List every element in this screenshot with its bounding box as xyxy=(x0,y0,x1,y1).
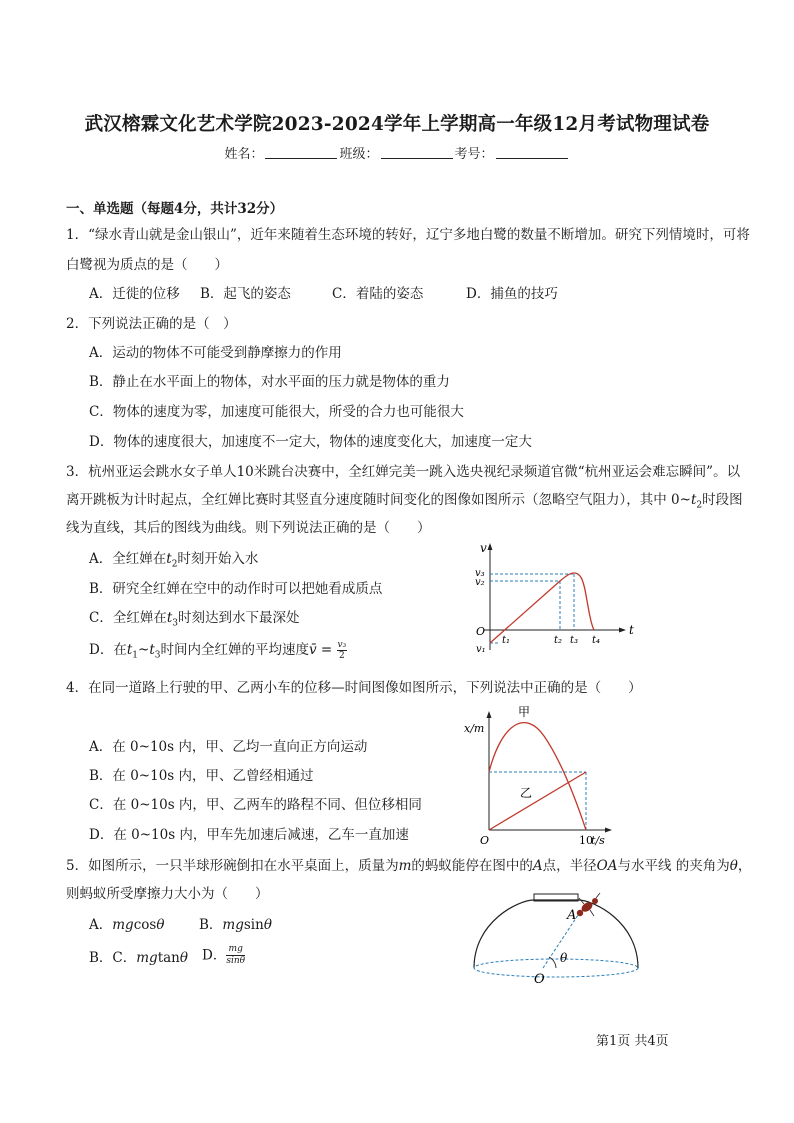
q3-t4-label: t₄ xyxy=(592,635,601,646)
q2-option-d: D．物体的速度很大，加速度不一定大，物体的速度变化大，加速度一定大 xyxy=(89,434,532,450)
q5-bowl-figure xyxy=(468,882,644,988)
class-label: 班级： xyxy=(339,147,379,162)
q3-option-d: D．在$t_1\sim t_3$时间内全红婵的平均速度v̄ = $\frac{\text{v₃}}{2}$ xyxy=(89,640,347,661)
section-heading: 一、单选题（每题4分，共计32分） xyxy=(66,201,284,217)
exam-no-blank xyxy=(496,146,568,159)
q3-stem-line3: 线为直线，其后的图线为曲线。则下列说法正确的是（ ） xyxy=(66,520,431,536)
q3-origin-label: O xyxy=(476,625,486,638)
q5-stem-line2: 则蚂蚁所受摩擦力大小为（ ） xyxy=(66,886,269,902)
q4-option-b: B．在 0~10s 内，甲、乙曾经相通过 xyxy=(89,768,314,784)
q4-yi-line xyxy=(489,772,586,830)
q2-option-a: A．运动的物体不可能受到静摩擦力的作用 xyxy=(89,345,342,361)
q3-t-label: t xyxy=(629,623,634,637)
q2-stem: 2．下列说法正确的是（ ） xyxy=(66,316,237,332)
student-info-line xyxy=(0,143,794,162)
q4-stem: 4．在同一道路上行驶的甲、乙两小车的位移—时间图像如图所示，下列说法中正确的是（ ） xyxy=(66,680,642,696)
q3-option-c: C．全红婵在$t_3$时刻达到水下最深处 xyxy=(89,610,300,629)
q3-v2-label: v₂ xyxy=(475,577,485,588)
q1-option-b: B．起飞的姿态 xyxy=(200,286,291,302)
q2-option-c: C．物体的速度为零，加速度可能很大，所受的合力也可能很大 xyxy=(89,404,464,420)
q5-option-d: D． $\frac{mg}{\sin\theta}$ xyxy=(202,944,246,966)
q3-fraction: $\frac{\text{v₃}}{2}$ xyxy=(337,640,347,661)
q2-option-b: B．静止在水平面上的物体，对水平面的压力就是物体的重力 xyxy=(89,374,450,390)
q3-velocity-time-graph xyxy=(470,540,640,655)
q1-option-d: D．捕鱼的技巧 xyxy=(466,286,558,302)
q3-v1-label: v₁ xyxy=(476,644,486,655)
class-blank xyxy=(381,146,453,159)
q3-stem-line1: 3．杭州亚运会跳水女子单人10米跳台决赛中，全红婵完美一跳入选央视纪录频道官微“杭州亚运会难忘瞬间”。以 xyxy=(66,464,741,480)
q1-stem-line2: 白鹭视为质点的是（ ） xyxy=(66,257,228,273)
q3-option-b: B．研究全红婵在空中的动作时可以把她看成质点 xyxy=(89,581,383,597)
q5-fraction: $\frac{mg}{\sin\theta}$ xyxy=(226,944,246,966)
q3-t2-label: t₂ xyxy=(554,635,563,646)
q1-option-c: C．着陆的姿态 xyxy=(332,286,424,302)
q5-bowl-dome xyxy=(474,900,638,968)
q3-velocity-curve xyxy=(490,573,594,643)
q3-option-a: A．全红婵在$t_2$时刻开始入水 xyxy=(89,551,259,570)
exam-no-label: 考号： xyxy=(454,147,494,162)
name-blank xyxy=(265,146,337,159)
q3-v3-label: v₃ xyxy=(475,568,485,579)
q4-jia-label: 甲 xyxy=(518,705,531,719)
q4-option-c: C．在 0~10s 内，甲、乙两车的路程不同、但位移相同 xyxy=(89,797,422,813)
q5-option-b: B．mgsinθ xyxy=(199,917,272,933)
q4-t-axis-arrow xyxy=(605,828,612,833)
q3-stem-line2: 离开跳板为计时起点，全红婵比赛时其竖直分速度随时间变化的图像如图所示（忽略空气阻力），其中 $0\sim t_2$时段图 xyxy=(66,492,743,511)
q4-x-axis-arrow xyxy=(487,711,492,718)
q4-tick-10: 10 xyxy=(579,834,593,847)
q4-x-label: t/s xyxy=(591,834,605,847)
q3-v-label: v xyxy=(480,541,487,555)
q5-option-a: A．mgcosθ xyxy=(89,917,165,933)
q4-displacement-time-graph xyxy=(458,700,628,848)
q5-theta-label: θ xyxy=(560,951,568,965)
q3-t-axis-arrow xyxy=(619,628,626,633)
exam-title: 武汉榕霖文化艺术学院2023-2024学年上学期高一年级12月考试物理试卷 xyxy=(84,114,710,135)
q5-stem-line1: 5．如图所示，一只半球形碗倒扣在水平桌面上，质量为m的蚂蚁能停在图中的A点，半径OA与水平线 的夹角为θ， xyxy=(66,858,752,874)
q1-stem-line1: 1．“绿水青山就是金山银山”，近年来随着生态环境的转好，辽宁多地白鹭的数量不断增加。研究下列情境时，可将 xyxy=(66,227,750,243)
q5-point-o-label: O xyxy=(534,972,545,987)
q4-option-d: D．在 0~10s 内，甲车先加速后减速，乙车一直加速 xyxy=(89,827,409,843)
q4-origin-label: O xyxy=(480,834,490,847)
q3-t1-label: t₁ xyxy=(502,635,511,646)
q5-option-c: B．C．mgtanθ xyxy=(89,950,189,966)
name-label: 姓名： xyxy=(224,147,264,162)
q5-point-a-label: A xyxy=(567,908,577,923)
q3-v-axis-arrow xyxy=(488,543,493,550)
q4-jia-curve xyxy=(489,723,586,830)
q4-yi-label: 乙 xyxy=(520,786,533,800)
q4-y-label: x/m xyxy=(464,722,485,735)
page-number: 第1页 共4页 xyxy=(596,1034,669,1049)
q1-option-a: A．迁徙的位移 xyxy=(89,286,180,302)
q3-t3-label: t₃ xyxy=(570,635,579,646)
q4-option-a: A．在 0~10s 内，甲、乙均一直向正方向运动 xyxy=(89,739,368,755)
